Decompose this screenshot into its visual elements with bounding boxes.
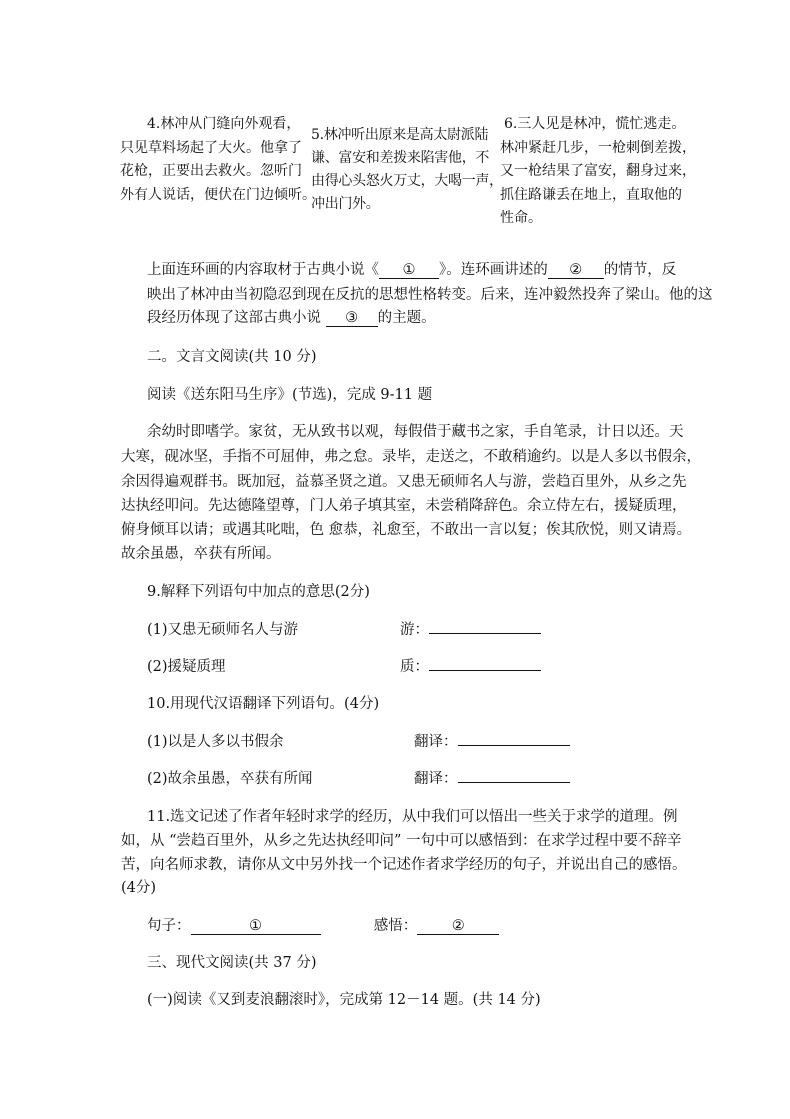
comic-caption-5 [311, 124, 501, 216]
comic-caption-line: 4.林冲从门缝向外观看， [147, 116, 301, 132]
comic-caption-4 [120, 113, 316, 207]
passage-line: 俯身倾耳以请；或遇其叱咄，色 愈恭，礼愈至，不敢出一言以复；俟其欣悦，则又请焉。 [121, 522, 692, 538]
comic-caption-line: 谦、富安和差拨来陷害他，不 [311, 150, 490, 166]
comic-question-line-3: 段经历体现了这部古典小说 ③ 的主题。 [147, 310, 436, 326]
passage-line: 大寒，砚冰坚，手指不可屈伸，弗之怠。录毕，走送之，不敢稍逾约。以是人多以书假余， [121, 449, 701, 465]
answer-blank-1[interactable]: ① [379, 262, 439, 279]
question-10-item-2: (2)故余虽愚，卒获有所闻 [147, 771, 313, 787]
answer-line[interactable] [458, 730, 570, 746]
question-10-item-1: (1)以是人多以书假余 [147, 734, 284, 750]
reading-intro: 阅读《送东阳马生序》(节选)，完成 9-11 题 [147, 387, 433, 403]
comic-caption-line: 又一枪结果了富安，翻身过来， [500, 163, 696, 179]
answer-line[interactable] [429, 655, 541, 671]
answer-blank-2[interactable]: ② [548, 262, 604, 279]
comic-caption-line: 只见草料场起了大火。他拿了 [120, 139, 302, 156]
comic-caption-line: 冲出门外。 [311, 196, 380, 212]
question-11-line: 如，从 “尝趋百里外，从乡之先达执经叩问” 一句中可以感悟到：在求学过程中要不辞辛 [121, 833, 682, 849]
comic-question-line-2: 映出了林冲由当初隐忍到现在反抗的思想性格转变。后来，连冲毅然投奔了梁山。他的这 [147, 287, 713, 303]
passage-line: 余幼时即嗜学。家贫，无从致书以观，每假借于藏书之家，手自笔录，计日以还。天 [147, 424, 684, 440]
question-11-answer-row: 句子： ① 感悟： ② [147, 914, 697, 939]
reading-intro-modern: (一)阅读《又到麦浪翻滚时》，完成第 12－14 题。(共 14 分) [147, 992, 541, 1008]
comic-caption-line: 抓住路谦丢在地上，直取他的 [500, 186, 682, 203]
question-11-line: 苦，向名师求教，请你从文中另外找一个记述作者求学经历的句子，并说出自己的感悟。 [121, 857, 687, 873]
comic-question-line-1: 上面连环画的内容取材于古典小说《 ① 》。连环画讲述的 ② 的情节，反 [147, 262, 677, 278]
question-9-answer-2: 质： [400, 655, 541, 676]
question-9-answer-1: 游： [400, 618, 541, 639]
answer-blank-3[interactable]: ③ [326, 310, 378, 327]
comic-caption-line: 外有人说话，便伏在门边倾听。 [120, 186, 316, 203]
comic-caption-line: 5.林冲听出原来是高太尉派陆 [311, 127, 489, 143]
comic-caption-line: 林冲紧赶几步，一枪刺倒差拨， [500, 139, 696, 156]
comic-caption-line: 由得心头怒火万丈，大喝一声， [311, 173, 503, 189]
passage-line: 达执经叩问。先达德隆望尊，门人弟子填其室，未尝稍降辞色。余立侍左右，援疑质理， [121, 498, 687, 514]
answer-blank-feeling[interactable]: ② [417, 918, 499, 935]
comic-caption-line: 花枪，正要出去救火。忽听门 [120, 163, 302, 179]
answer-line[interactable] [429, 618, 541, 634]
comic-caption-line: 性命。 [500, 210, 542, 226]
question-10-answer-2: 翻译： [414, 767, 570, 788]
question-11-line: 11.选文记述了作者年轻时求学的经历，从中我们可以悟出一些关于求学的道理。例 [147, 809, 678, 825]
question-10-title: 10.用现代汉语翻译下列语句。(4分) [147, 696, 380, 712]
question-9-title: 9.解释下列语句中加点的意思(2分) [147, 584, 370, 600]
section-heading-classical: 二。文言文阅读(共 10 分) [147, 349, 317, 365]
passage-line: 故余虽愚，卒获有所闻。 [121, 546, 281, 562]
comic-caption-line: 6.三人见是林冲，慌忙逃走。 [504, 116, 686, 132]
question-11-line: (4分) [121, 880, 157, 896]
comic-caption-6 [500, 113, 700, 231]
question-9-item-2: (2)援疑质理 [147, 659, 226, 675]
passage-line: 余因得遍观群书。既加冠，益慕圣贤之道。又患无硕师名人与游，尝趋百里外，从乡之先 [121, 474, 687, 490]
question-9-item-1: (1)又患无硕师名人与游 [147, 622, 299, 638]
section-heading-modern: 三、现代文阅读(共 37 分) [147, 955, 317, 971]
question-10-answer-1: 翻译： [414, 730, 570, 751]
answer-line[interactable] [458, 767, 570, 783]
answer-blank-sentence[interactable]: ① [191, 918, 321, 935]
